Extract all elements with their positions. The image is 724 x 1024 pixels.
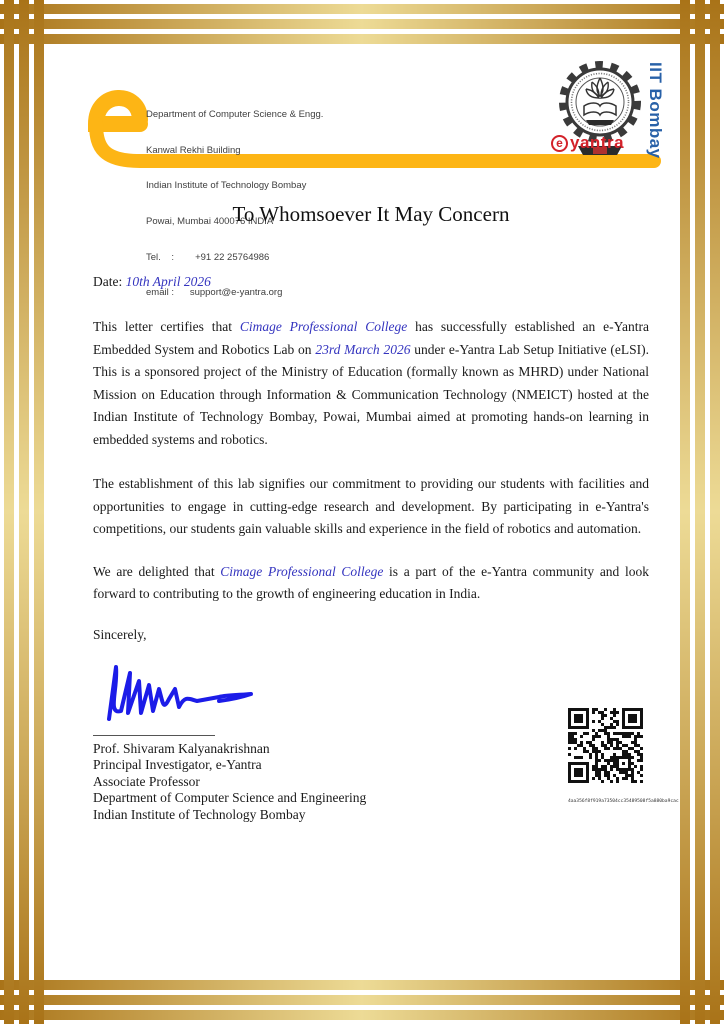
- contact-email: email : support@e-yantra.org: [146, 287, 283, 299]
- signatory-name: Prof. Shivaram Kalyanakrishnan: [93, 740, 270, 756]
- contact-phone: Tel. : +91 22 25764986: [146, 251, 270, 263]
- frame-stripe-left-1: [4, 0, 14, 1024]
- paragraph-1: [93, 316, 649, 451]
- paragraph-3-text: We are delighted that: [93, 563, 221, 579]
- date-value: 10th April 2026: [125, 274, 211, 289]
- eyantra-e-badge-icon: e: [551, 135, 568, 152]
- paragraph-3: [93, 561, 649, 606]
- frame-stripe-right-3: [680, 0, 690, 1024]
- paragraph-3-text: is a part of the e-Yantra community and look forward to contributing to the growth of engineering education in India.: [93, 563, 649, 601]
- signature-line: [93, 735, 215, 736]
- frame-stripe-top-3: [0, 34, 724, 44]
- letter-body: [93, 202, 649, 823]
- eyantra-wordmark: [551, 133, 624, 153]
- signatory-block: [93, 741, 649, 824]
- date-label: Date:: [93, 274, 123, 289]
- qr-hash-text: 4aa356f8f919a73504cc35489508f5a880ba9cac: [568, 799, 679, 804]
- frame-stripe-bottom-1: [0, 1010, 724, 1020]
- contact-line: Powai, Mumbai 400076 INDIA: [146, 215, 274, 227]
- contact-line: Kanwal Rekhi Building: [146, 144, 241, 156]
- college-name: Cimage Professional College: [220, 563, 384, 579]
- eyantra-wordmark-text: yantra: [570, 133, 625, 152]
- signatory-department: Department of Computer Science and Engineering: [93, 790, 367, 805]
- closing-salutation: Sincerely,: [93, 626, 147, 642]
- paragraph-1-text: under e-Yantra Lab Setup Initiative (eLSI). This is a sponsored project of the Ministry of Education (formally known as MHRD) under National Mission on Education through Information & Communication Technology (NMEICT) hosted at the Indian Institute of Technology Bombay, Powai, Mumbai aimed at promoting hands-on learning in embedded systems and robotics.: [93, 341, 650, 447]
- frame-stripe-right-2: [695, 0, 705, 1024]
- paragraph-1-text: has successfully established an e-Yantra Embedded System and Robotics Lab on: [93, 319, 649, 357]
- frame-stripe-top-2: [0, 19, 724, 29]
- letter-title: To Whomsoever It May Concern: [232, 202, 510, 226]
- frame-stripe-top-1: [0, 4, 724, 14]
- lab-setup-date: 23rd March 2026: [315, 341, 411, 357]
- paragraph-2: The establishment of this lab signifies our commitment to providing our students with facilities and opportunities to engage in cutting-edge research and development. By participating in e-Yantra's competitions, our students gain valuable skills and experience in the field of robotics and automation.: [93, 476, 649, 536]
- college-name: Cimage Professional College: [239, 319, 408, 334]
- iit-bombay-vertical-label: IIT Bombay: [646, 62, 665, 159]
- qr-code-icon: [568, 708, 643, 783]
- frame-stripe-bottom-2: [0, 995, 724, 1005]
- signatory-institute: Indian Institute of Technology Bombay: [93, 806, 306, 822]
- signature-scribble-icon: [101, 657, 261, 727]
- frame-stripe-left-3: [34, 0, 44, 1024]
- contact-line: Department of Computer Science & Engg.: [146, 108, 324, 120]
- paragraph-1-text: This letter certifies that: [93, 319, 240, 334]
- contact-line: Indian Institute of Technology Bombay: [146, 180, 307, 192]
- frame-stripe-bottom-3: [0, 980, 724, 990]
- frame-stripe-left-2: [19, 0, 29, 1024]
- signatory-role: Principal Investigator, e-Yantra: [93, 757, 262, 772]
- date-line: [93, 274, 649, 290]
- frame-stripe-right-1: [710, 0, 720, 1024]
- qr-block: [568, 708, 679, 804]
- signatory-title: Associate Professor: [93, 773, 200, 789]
